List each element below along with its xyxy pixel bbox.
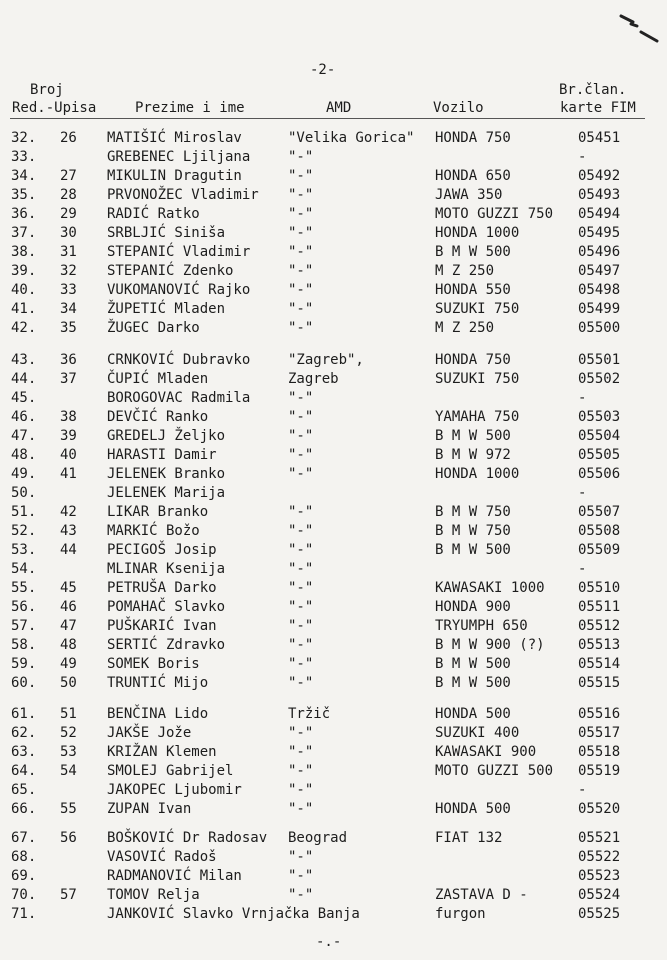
table-row [0, 390, 667, 409]
member-name: JAKŠE Jože [107, 725, 192, 741]
row-number: 39. [11, 263, 37, 279]
vehicle: ZASTAVA D - [435, 887, 528, 903]
amd-club: "-" [288, 542, 314, 558]
fim-card-number: 05499 [578, 301, 621, 317]
vehicle: B M W 972 [435, 447, 511, 463]
table-row [0, 561, 667, 580]
upis-number: 51 [60, 706, 77, 722]
fim-card-number: - [578, 149, 587, 165]
row-number: 38. [11, 244, 37, 260]
table-row [0, 706, 667, 725]
member-name: VUKOMANOVIĆ Rajko [107, 282, 251, 298]
member-name: CRNKOVIĆ Dubravko [107, 352, 251, 368]
header-broj: Broj [30, 82, 64, 98]
row-number: 60. [11, 675, 37, 691]
amd-club: "-" [288, 504, 314, 520]
fim-card-number: 05500 [578, 320, 621, 336]
vehicle: SUZUKI 400 [435, 725, 520, 741]
amd-club: "-" [288, 618, 314, 634]
vehicle: furgon [435, 906, 486, 922]
vehicle: HONDA 1000 [435, 225, 520, 241]
row-number: 43. [11, 352, 37, 368]
amd-club: "-" [288, 599, 314, 615]
fim-card-number: 05521 [578, 830, 621, 846]
row-number: 44. [11, 371, 37, 387]
table-row [0, 868, 667, 887]
member-name: BOROGOVAC Radmila [107, 390, 251, 406]
fim-card-number: 05516 [578, 706, 621, 722]
table-row [0, 782, 667, 801]
fim-card-number: 05505 [578, 447, 621, 463]
row-number: 68. [11, 849, 37, 865]
table-row [0, 187, 667, 206]
row-number: 45. [11, 390, 37, 406]
row-number: 69. [11, 868, 37, 884]
member-name: ŽUPETIĆ Mladen [107, 301, 226, 317]
upis-number: 30 [60, 225, 77, 241]
page-number: -2- [310, 62, 336, 78]
amd-club: "-" [288, 244, 314, 260]
pen-mark-icon [617, 10, 663, 44]
upis-number: 47 [60, 618, 77, 634]
amd-club: "-" [288, 187, 314, 203]
upis-number: 26 [60, 130, 77, 146]
member-name: POMAHAČ Slavko [107, 599, 226, 615]
vehicle: KAWASAKI 1000 [435, 580, 545, 596]
upis-number: 43 [60, 523, 77, 539]
vehicle: HONDA 750 [435, 352, 511, 368]
upis-number: 40 [60, 447, 77, 463]
fim-card-number: 05492 [578, 168, 621, 184]
table-row [0, 523, 667, 542]
fim-card-number: 05493 [578, 187, 621, 203]
fim-card-number: 05515 [578, 675, 621, 691]
row-number: 54. [11, 561, 37, 577]
member-name: PECIGOŠ Josip [107, 542, 217, 558]
amd-club: "-" [288, 887, 314, 903]
member-name: JELENEK Marija [107, 485, 226, 501]
fim-card-number: - [578, 485, 587, 501]
member-name: JAKOPEC Ljubomir [107, 782, 242, 798]
vehicle: B M W 500 [435, 656, 511, 672]
vehicle: FIAT 132 [435, 830, 503, 846]
row-number: 41. [11, 301, 37, 317]
vehicle: HONDA 500 [435, 706, 511, 722]
upis-number: 27 [60, 168, 77, 184]
vehicle: HONDA 650 [435, 168, 511, 184]
amd-club: "-" [288, 409, 314, 425]
upis-number: 57 [60, 887, 77, 903]
table-row [0, 206, 667, 225]
table-row [0, 263, 667, 282]
fim-card-number: 05503 [578, 409, 621, 425]
amd-club: "-" [288, 801, 314, 817]
member-name: TRUNTIĆ Mijo [107, 675, 209, 691]
vehicle: B M W 500 [435, 244, 511, 260]
table-row [0, 725, 667, 744]
fim-card-number: 05510 [578, 580, 621, 596]
row-number: 36. [11, 206, 37, 222]
member-name: LIKAR Branko [107, 504, 209, 520]
table-row [0, 149, 667, 168]
row-number: 46. [11, 409, 37, 425]
table-row [0, 485, 667, 504]
table-row [0, 906, 667, 925]
member-name: SOMEK Boris [107, 656, 200, 672]
table-row [0, 887, 667, 906]
member-name: JELENEK Branko [107, 466, 226, 482]
table-row [0, 244, 667, 263]
row-number: 40. [11, 282, 37, 298]
fim-card-number: 05506 [578, 466, 621, 482]
amd-club: "-" [288, 637, 314, 653]
amd-club: "-" [288, 763, 314, 779]
header-red-upisa: Red.-Upisa [12, 100, 97, 116]
fim-card-number: 05522 [578, 849, 621, 865]
vehicle: HONDA 500 [435, 801, 511, 817]
table-row [0, 580, 667, 599]
vehicle: MOTO GUZZI 750 [435, 206, 554, 222]
amd-club: "-" [288, 675, 314, 691]
fim-card-number: 05496 [578, 244, 621, 260]
header-karte-fim: karte FIM [560, 100, 636, 116]
amd-club: Zagreb [288, 371, 339, 387]
amd-club: "-" [288, 428, 314, 444]
upis-number: 54 [60, 763, 77, 779]
amd-club: "-" [288, 656, 314, 672]
amd-club: "-" [288, 849, 314, 865]
table-row [0, 352, 667, 371]
amd-club: "-" [288, 206, 314, 222]
fim-card-number: 05514 [578, 656, 621, 672]
upis-number: 28 [60, 187, 77, 203]
amd-club: "-" [288, 390, 314, 406]
member-name: RADMANOVIĆ Milan [107, 868, 242, 884]
row-number: 62. [11, 725, 37, 741]
upis-number: 46 [60, 599, 77, 615]
member-name: TOMOV Relja [107, 887, 200, 903]
row-number: 65. [11, 782, 37, 798]
fim-card-number: 05501 [578, 352, 621, 368]
upis-number: 53 [60, 744, 77, 760]
fim-card-number: 05525 [578, 906, 621, 922]
table-row [0, 371, 667, 390]
member-name: MATIŠIĆ Miroslav [107, 130, 242, 146]
row-number: 53. [11, 542, 37, 558]
table-row [0, 675, 667, 694]
fim-card-number: 05451 [578, 130, 621, 146]
vehicle: SUZUKI 750 [435, 301, 520, 317]
fim-card-number: 05509 [578, 542, 621, 558]
amd-club: Tržič [288, 706, 331, 722]
row-number: 42. [11, 320, 37, 336]
member-name: JANKOVIĆ Slavko Vrnjačka Banja [107, 906, 360, 922]
row-number: 57. [11, 618, 37, 634]
upis-number: 38 [60, 409, 77, 425]
vehicle: B M W 900 (?) [435, 637, 545, 653]
vehicle: B M W 750 [435, 504, 511, 520]
table-row [0, 801, 667, 820]
member-name: SRBLJIĆ Siniša [107, 225, 226, 241]
fim-card-number: - [578, 782, 587, 798]
row-number: 37. [11, 225, 37, 241]
row-number: 63. [11, 744, 37, 760]
table-row [0, 618, 667, 637]
vehicle: MOTO GUZZI 500 [435, 763, 554, 779]
fim-card-number: - [578, 561, 587, 577]
table-row [0, 599, 667, 618]
row-number: 55. [11, 580, 37, 596]
upis-number: 37 [60, 371, 77, 387]
table-row [0, 301, 667, 320]
amd-club: "-" [288, 580, 314, 596]
member-name: VASOVIĆ Radoš [107, 849, 217, 865]
upis-number: 31 [60, 244, 77, 260]
header-br-clan: Br.član. [559, 82, 627, 98]
row-number: 49. [11, 466, 37, 482]
table-row [0, 130, 667, 149]
amd-club: "-" [288, 466, 314, 482]
member-name: MIKULIN Dragutin [107, 168, 242, 184]
row-number: 47. [11, 428, 37, 444]
fim-card-number: 05523 [578, 868, 621, 884]
row-number: 51. [11, 504, 37, 520]
upis-number: 44 [60, 542, 77, 558]
amd-club: Beograd [288, 830, 348, 846]
table-row [0, 168, 667, 187]
row-number: 58. [11, 637, 37, 653]
upis-number: 56 [60, 830, 77, 846]
page-footer: -.- [316, 934, 342, 950]
row-number: 56. [11, 599, 37, 615]
vehicle: B M W 500 [435, 675, 511, 691]
amd-club: "-" [288, 561, 314, 577]
fim-card-number: 05524 [578, 887, 621, 903]
upis-number: 36 [60, 352, 77, 368]
member-name: SERTIĆ Zdravko [107, 637, 226, 653]
amd-club: "Velika Gorica" [288, 130, 415, 146]
amd-club: "-" [288, 868, 314, 884]
upis-number: 32 [60, 263, 77, 279]
table-row [0, 225, 667, 244]
row-number: 50. [11, 485, 37, 501]
table-row [0, 656, 667, 675]
table-row [0, 428, 667, 447]
table-row [0, 763, 667, 782]
vehicle: M Z 250 [435, 320, 495, 336]
upis-number: 55 [60, 801, 77, 817]
fim-card-number: - [578, 390, 587, 406]
fim-card-number: 05507 [578, 504, 621, 520]
vehicle: B M W 750 [435, 523, 511, 539]
member-name: ČUPIĆ Mladen [107, 371, 209, 387]
table-row [0, 744, 667, 763]
member-name: MARKIĆ Božo [107, 523, 200, 539]
vehicle: YAMAHA 750 [435, 409, 520, 425]
vehicle: HONDA 1000 [435, 466, 520, 482]
vehicle: SUZUKI 750 [435, 371, 520, 387]
row-number: 35. [11, 187, 37, 203]
table-row [0, 320, 667, 339]
row-number: 67. [11, 830, 37, 846]
amd-club: "-" [288, 263, 314, 279]
upis-number: 35 [60, 320, 77, 336]
upis-number: 45 [60, 580, 77, 596]
member-name: PETRUŠA Darko [107, 580, 217, 596]
vehicle: JAWA 350 [435, 187, 503, 203]
upis-number: 48 [60, 637, 77, 653]
amd-club: "-" [288, 447, 314, 463]
fim-card-number: 05497 [578, 263, 621, 279]
amd-club: "-" [288, 149, 314, 165]
header-amd: AMD [326, 100, 352, 116]
vehicle: M Z 250 [435, 263, 495, 279]
header-divider [10, 118, 645, 119]
row-number: 64. [11, 763, 37, 779]
header-vozilo: Vozilo [433, 100, 484, 116]
fim-card-number: 05498 [578, 282, 621, 298]
member-name: STEPANIĆ Vladimir [107, 244, 251, 260]
amd-club: "-" [288, 782, 314, 798]
member-name: MLINAR Ksenija [107, 561, 226, 577]
member-name: ZUPAN Ivan [107, 801, 192, 817]
member-name: BENČINA Lido [107, 706, 209, 722]
upis-number: 49 [60, 656, 77, 672]
fim-card-number: 05517 [578, 725, 621, 741]
member-name: SMOLEJ Gabrijel [107, 763, 234, 779]
row-number: 61. [11, 706, 37, 722]
amd-club: "-" [288, 168, 314, 184]
vehicle: HONDA 900 [435, 599, 511, 615]
table-row [0, 466, 667, 485]
upis-number: 42 [60, 504, 77, 520]
table-row [0, 409, 667, 428]
vehicle: KAWASAKI 900 [435, 744, 537, 760]
upis-number: 34 [60, 301, 77, 317]
member-name: PRVONOŽEC Vladimir [107, 187, 259, 203]
amd-club: "-" [288, 301, 314, 317]
table-row [0, 830, 667, 849]
row-number: 52. [11, 523, 37, 539]
fim-card-number: 05519 [578, 763, 621, 779]
fim-card-number: 05511 [578, 599, 621, 615]
upis-number: 39 [60, 428, 77, 444]
vehicle: HONDA 750 [435, 130, 511, 146]
member-name: GREDELJ Željko [107, 428, 226, 444]
member-name: ŽUGEC Darko [107, 320, 200, 336]
amd-club: "-" [288, 225, 314, 241]
fim-card-number: 05495 [578, 225, 621, 241]
member-name: PUŠKARIĆ Ivan [107, 618, 217, 634]
amd-club: "-" [288, 725, 314, 741]
upis-number: 29 [60, 206, 77, 222]
fim-card-number: 05504 [578, 428, 621, 444]
vehicle: HONDA 550 [435, 282, 511, 298]
row-number: 66. [11, 801, 37, 817]
table-row [0, 637, 667, 656]
amd-club: "-" [288, 744, 314, 760]
fim-card-number: 05520 [578, 801, 621, 817]
table-row [0, 849, 667, 868]
fim-card-number: 05513 [578, 637, 621, 653]
row-number: 34. [11, 168, 37, 184]
member-name: RADIĆ Ratko [107, 206, 200, 222]
upis-number: 52 [60, 725, 77, 741]
row-number: 70. [11, 887, 37, 903]
upis-number: 41 [60, 466, 77, 482]
amd-club: "-" [288, 282, 314, 298]
amd-club: "-" [288, 320, 314, 336]
fim-card-number: 05502 [578, 371, 621, 387]
table-row [0, 504, 667, 523]
vehicle: B M W 500 [435, 428, 511, 444]
row-number: 71. [11, 906, 37, 922]
vehicle: TRYUMPH 650 [435, 618, 528, 634]
table-row [0, 447, 667, 466]
amd-club: "-" [288, 523, 314, 539]
member-name: DEVČIĆ Ranko [107, 409, 209, 425]
member-name: STEPANIĆ Zdenko [107, 263, 234, 279]
row-number: 33. [11, 149, 37, 165]
amd-club: "Zagreb", [288, 352, 364, 368]
member-name: HARASTI Damir [107, 447, 217, 463]
header-prezime-ime: Prezime i ime [135, 100, 245, 116]
upis-number: 50 [60, 675, 77, 691]
row-number: 48. [11, 447, 37, 463]
vehicle: B M W 500 [435, 542, 511, 558]
member-name: KRIŽAN Klemen [107, 744, 217, 760]
member-name: BOŠKOVIĆ Dr Radosav [107, 830, 268, 846]
row-number: 59. [11, 656, 37, 672]
table-row [0, 282, 667, 301]
fim-card-number: 05518 [578, 744, 621, 760]
member-name: GREBENEC Ljiljana [107, 149, 251, 165]
upis-number: 33 [60, 282, 77, 298]
table-row [0, 542, 667, 561]
fim-card-number: 05494 [578, 206, 621, 222]
fim-card-number: 05512 [578, 618, 621, 634]
fim-card-number: 05508 [578, 523, 621, 539]
row-number: 32. [11, 130, 37, 146]
